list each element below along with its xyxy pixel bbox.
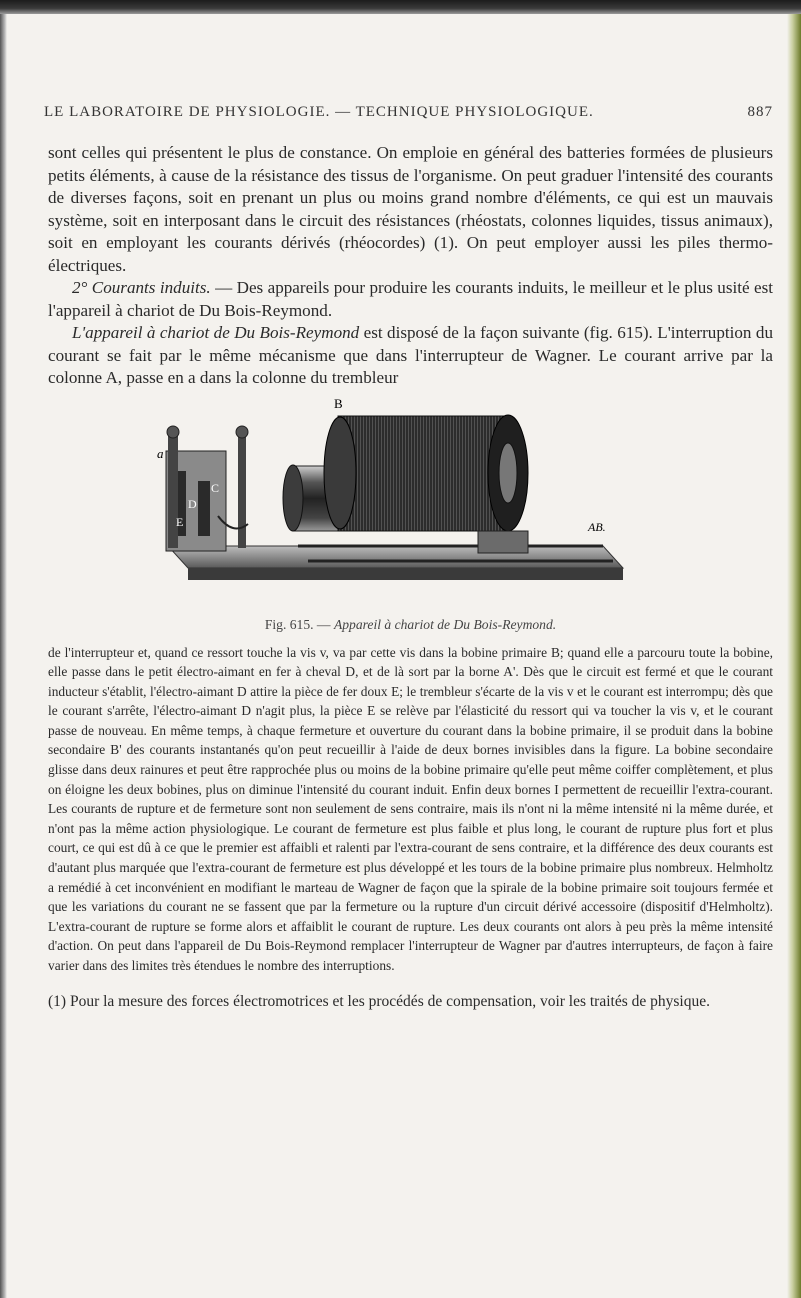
label-C: C (211, 480, 220, 495)
running-head (44, 104, 773, 121)
baseboard (168, 546, 623, 568)
courants-induits-text: — Des appareils pour produire les courants induits, le meilleur et le plus usité est l'appareil à chariot de Du Bois-Reymond. (48, 278, 774, 320)
trembleur-column (238, 436, 246, 548)
induction-coil-illustration (48, 396, 773, 611)
courants-induits-heading: 2° Courants induits. (72, 278, 211, 297)
secondary-coil-bore (499, 443, 517, 503)
appareil-text: est disposé de la façon suivante (fig. 615). L'interruption du courant se fait par le même mécanisme que dans l'interrupteur de Wagner. Le courant arrive par la colonne A, passe en a dans la colonne du trembleur (48, 323, 773, 387)
caption-prefix: Fig. 615. — (264, 616, 334, 632)
label-a: a (157, 445, 164, 461)
baseboard-front (188, 568, 623, 580)
secondary-coil-front (324, 417, 356, 529)
electromagnet-D (198, 481, 210, 536)
scan-top-edge (0, 0, 801, 14)
running-head-title: LE LABORATOIRE DE PHYSIOLOGIE. — TECHNIQUE PHYSIOLOGIQUE. (44, 104, 594, 120)
paragraph-courants-induits (48, 277, 773, 322)
page-number: 887 (747, 104, 773, 120)
main-text (48, 142, 773, 390)
scan-right-edge (787, 14, 801, 1298)
paragraph-appareil (48, 322, 773, 390)
label-D: D (188, 496, 197, 511)
paragraph-interrupteur: de l'interrupteur et, quand ce ressort touche la vis v, va par cette vis dans la bobine primaire B; quand elle a parcouru toute la bobine, elle passe dans le petit électro-aimant en fer à cheval D, et de là sort par la borne A'. Dès que le circuit est fermé et que le courant inducteur s'établit, l'électro-aimant D attire la pièce de fer doux E; le trembleur s'écarte de la vis v et le courant est interrompu; dès que le courant s'arrête, l'électro-aimant D n'agit plus, la pièce E se relève par l'élasticité du ressort qui va toucher la vis v, et le courant passe de nouveau. En même temps, à chaque fermeture et ouverture du courant dans la bobine primaire, il se produit dans la bobine secondaire B' des courants instantanés qu'on peut recueillir à l'aide de deux bornes invisibles dans la figure. La bobine secondaire glisse dans deux rainures et peut être rapprochée plus ou moins de la bobine primaire qu'elle peut même coiffer complètement, et plus on éloigne les deux bobines, plus on diminue l'intensité du courant induit. Enfin deux bornes I permettent de recueillir l'extra-courant. Les courants de rupture et de fermeture sont non seulement de sens contraire, mais ils n'ont ni la même intensité ni la même durée, et n'ont pas la même action physiologique. Le courant de fermeture est plus faible et plus long, le courant de rupture plus fort et plus court, ce qui est dû à ce que le premier est affaibli et ralenti par l'extra-courant de sens contraire, et la différence des deux courants est d'autant plus marquée que l'extra-courant de fermeture est plus développé et les tours de la bobine primaire plus nombreux. Helmholtz a remédié à cet inconvénient en modifiant le marteau de Wagner de façon que la spirale de la bobine primaire soit toujours fermée et que les variations du courant ne se fassent que par la fermeture ou la rupture d'un circuit dérivé accessoire (dispositif d'Helmholtz). L'extra-courant de rupture se forme alors et affaiblit le courant de rupture. Les deux courants ont alors à peu près la même intensité d'action. On peut dans l'appareil de Du Bois-Reymond remplacer l'interrupteur de Wagner par d'autres interrupteurs, de façon à faire varier dans des limites très étendues le nombre des interruptions. (48, 644, 773, 973)
figure-615 (48, 396, 773, 611)
paragraph-constance: sont celles qui présentent le plus de constance. On emploie en général des batteries formées de plusieurs petits éléments, à cause de la résistance des tissus de l'organisme. On peut graduer l'intensité des courants de diverses façons, soit en prenant un plus ou moins grand nombre d'éléments, ce qui est un mauvais système, soit en interposant dans le circuit des résistances (rhéostats, colonnes liquides, tissus animaux), soit en employant les courants dérivés (rhéocordes) (1). On peut employer aussi les piles thermo-électriques. (48, 143, 773, 275)
footnote: (1) Pour la mesure des forces électromotrices et les procédés de compensation, voir les traités de physique. (48, 992, 710, 1010)
caption-title: Appareil à chariot de Du Bois-Reymond. (333, 616, 557, 632)
column-A (168, 436, 178, 548)
small-print-text (48, 643, 773, 976)
primary-coil-end (283, 465, 303, 531)
label-E: E (176, 514, 184, 529)
label-B: B (334, 395, 343, 411)
appareil-heading: L'appareil à chariot de Du Bois-Reymond (72, 323, 360, 342)
scan-left-edge (0, 14, 7, 1298)
figure-caption (48, 617, 773, 633)
terminal-knob (236, 426, 248, 438)
engraver-signature: AB. (588, 519, 606, 534)
book-page (44, 104, 774, 1012)
carriage (478, 531, 528, 553)
secondary-coil (338, 416, 508, 531)
terminal-knob (167, 426, 179, 438)
